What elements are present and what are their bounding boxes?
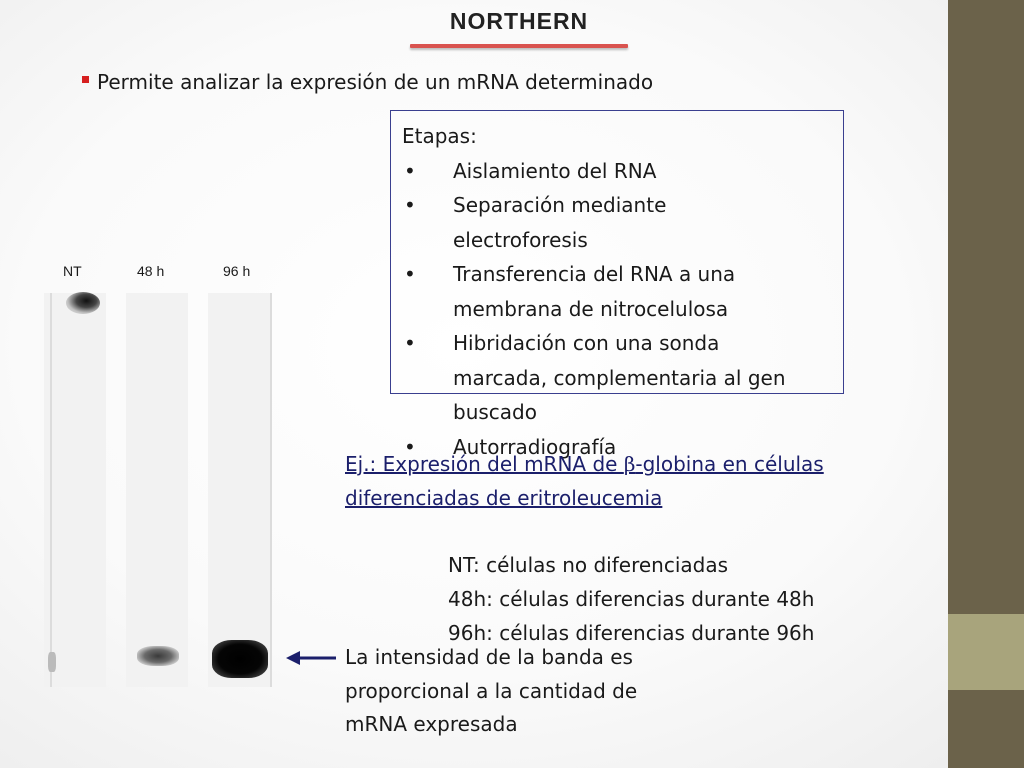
intensity-line: mRNA expresada [345, 712, 518, 736]
lane-label-96h: 96 h [223, 263, 251, 279]
stage-line: Autorradiografía [453, 434, 617, 459]
gel-band-96h [212, 640, 268, 678]
lane-edge [50, 293, 52, 687]
lane-legend [448, 548, 814, 650]
stage-item [402, 188, 842, 257]
lane-edge [270, 293, 272, 687]
beta-symbol: β [623, 452, 636, 476]
gel-lane-nt [44, 293, 106, 687]
lane-label-48h: 48 h [137, 263, 165, 279]
stages-list [402, 119, 842, 464]
example-caption [345, 447, 905, 515]
intensity-note [345, 641, 725, 742]
gel-lane-48h [126, 293, 188, 687]
gel-edge-mark [48, 652, 56, 672]
example-line-2: diferenciadas de eritroleucemia [345, 486, 663, 510]
bullet-icon: • [404, 331, 416, 355]
intensity-line: proporcional a la cantidad de [345, 678, 638, 703]
bullet-icon: • [404, 158, 416, 183]
legend-48h: 48h: células diferencias durante 48h [448, 587, 815, 611]
bullet-icon: • [404, 434, 416, 459]
decorative-side-bar-accent [948, 614, 1024, 690]
bullet-icon: • [404, 262, 416, 286]
example-text: -globina en células [635, 452, 824, 476]
stage-item [402, 326, 842, 430]
lane-label-nt: NT [63, 263, 82, 279]
stages-heading: Etapas: [402, 124, 477, 148]
stage-line: marcada, complementaria al gen [453, 365, 786, 390]
slide-title: NORTHERN [449, 8, 589, 34]
example-line-1 [345, 452, 824, 476]
subtitle-text: Permite analizar la expresión de un mRNA determinado [97, 70, 654, 94]
stage-line: Aislamiento del RNA [453, 158, 657, 183]
stage-line: electroforesis [453, 227, 588, 252]
arrow-left-icon [284, 648, 338, 668]
intensity-line: La intensidad de la banda es [345, 645, 633, 669]
stage-item [402, 257, 842, 326]
gel-lane-96h [208, 293, 272, 687]
legend-96h: 96h: células diferencias durante 96h [448, 621, 815, 645]
title-underline [410, 44, 628, 48]
legend-nt: NT: células no diferenciadas [448, 553, 729, 577]
stage-line: Transferencia del RNA a una [453, 262, 736, 286]
stage-item [402, 154, 842, 189]
example-text: Ej.: Expresión del mRNA de [345, 452, 624, 476]
slide-subtitle [82, 70, 653, 94]
bullet-icon: • [404, 193, 416, 217]
square-bullet-icon [82, 76, 89, 83]
stage-line: Separación mediante [453, 193, 667, 217]
stage-line: membrana de nitrocelulosa [453, 296, 729, 321]
gel-well-blot [66, 292, 100, 314]
stage-line: Hibridación con una sonda [453, 331, 720, 355]
stage-line: buscado [453, 400, 537, 424]
gel-band-48h [137, 646, 179, 666]
